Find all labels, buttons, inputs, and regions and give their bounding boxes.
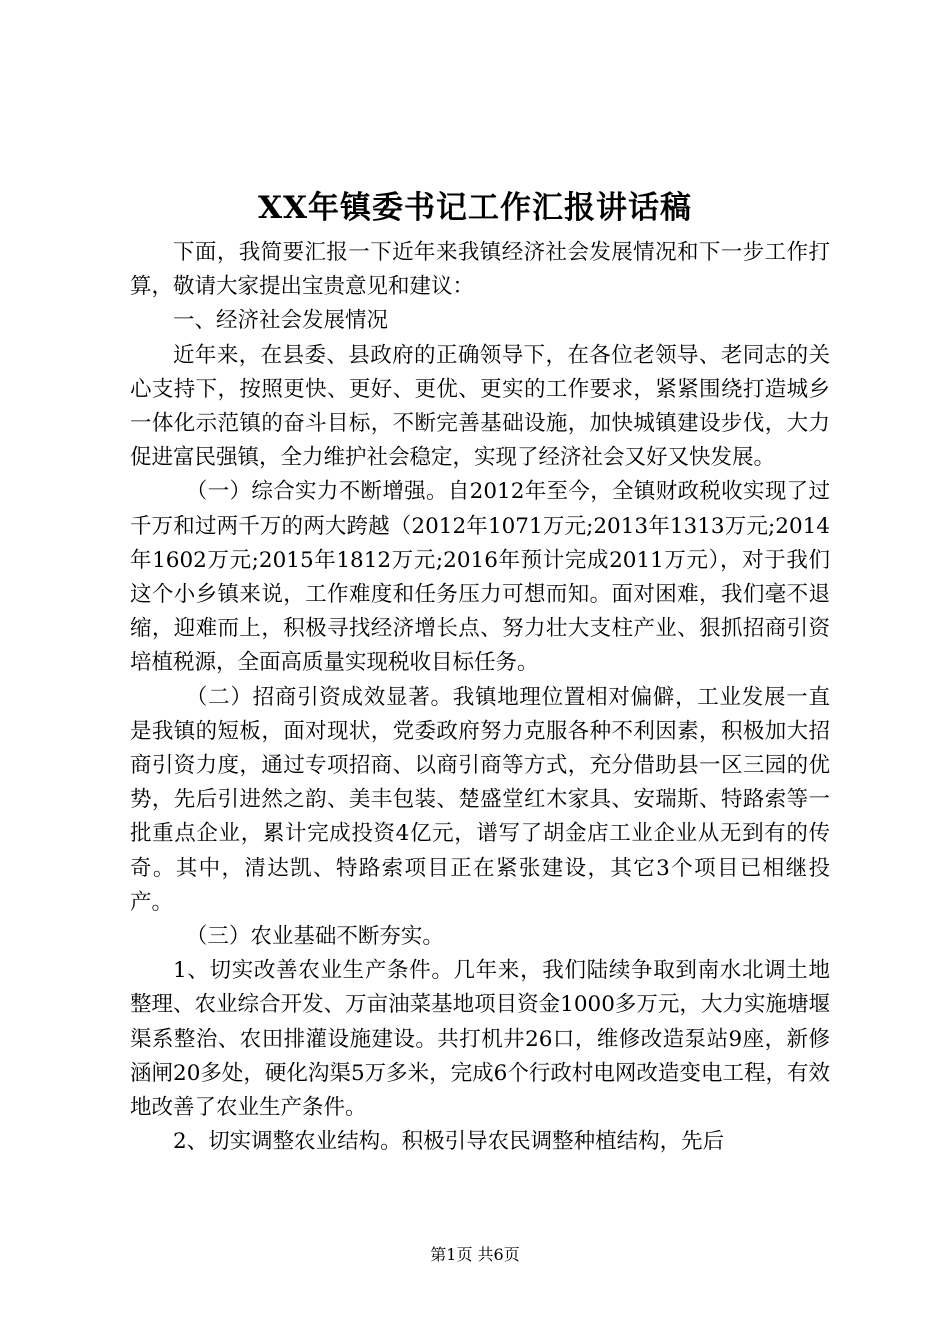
document-body (130, 236, 830, 1159)
agriculture-item-1: 1、切实改善农业生产条件。几年来，我们陆续争取到南水北调土地整理、农业综合开发、万亩油菜基地项目资金1000多万元，大力实施塘堰渠系整治、农田排灌设施建设。共打机井26口，维修改造泵站9座，新修涵闸20多处，硬化沟渠5万多米，完成6个行政村电网改造变电工程，有效地改善了农业生产条件。 (130, 958, 830, 1121)
overview-paragraph: 近年来，在县委、县政府的正确领导下，在各位老领导、老同志的关心支持下，按照更快、更好、更优、更实的工作要求，紧紧围绕打造城乡一体化示范镇的奋斗目标，不断完善基础设施，加快城镇建设步伐，大力促进富民强镇，全力维护社会稳定，实现了经济社会又好又快发展。 (130, 342, 830, 471)
strength-paragraph: （一）综合实力不断增强。自2012年至今，全镇财政税收实现了过千万和过两千万的两大跨越（2012年1071万元;2013年1313万元;2014年1602万元;2015年1812万元;2016年预计完成2011万元），对于我们这个小乡镇来说，工作难度和任务压力可想而知。面对困难，我们毫不退缩，迎难而上，积极寻找经济增长点、努力壮大支柱产业、狠抓招商引资培植税源，全面高质量实现税收目标任务。 (130, 479, 830, 676)
document-title: XX年镇委书记工作汇报讲话稿 (257, 190, 693, 226)
investment-paragraph: （二）招商引资成效显著。我镇地理位置相对偏僻，工业发展一直是我镇的短板，面对现状，党委政府努力克服各种不利因素，积极加大招商引资力度，通过专项招商、以商引商等方式，充分借助县一区三园的优势，先后引进然之韵、美丰包装、楚盛堂红木家具、安瑞斯、特路索等一批重点企业，累计完成投资4亿元，谱写了胡金店工业企业从无到有的传奇。其中，清达凯、特路索项目正在紧张建设，其它3个项目已相继投产。 (130, 684, 830, 915)
agriculture-item-2: 2、切实调整农业结构。积极引导农民调整种植结构，先后 (173, 1129, 725, 1155)
intro-paragraph: 下面，我简要汇报一下近年来我镇经济社会发展情况和下一步工作打算，敬请大家提出宝贵意见和建议： (130, 240, 830, 300)
section-heading: 一、经济社会发展情况 (173, 308, 389, 334)
page-number: 第1页 共6页 (430, 1245, 520, 1264)
agriculture-heading: （三）农业基础不断夯实。 (185, 924, 444, 950)
